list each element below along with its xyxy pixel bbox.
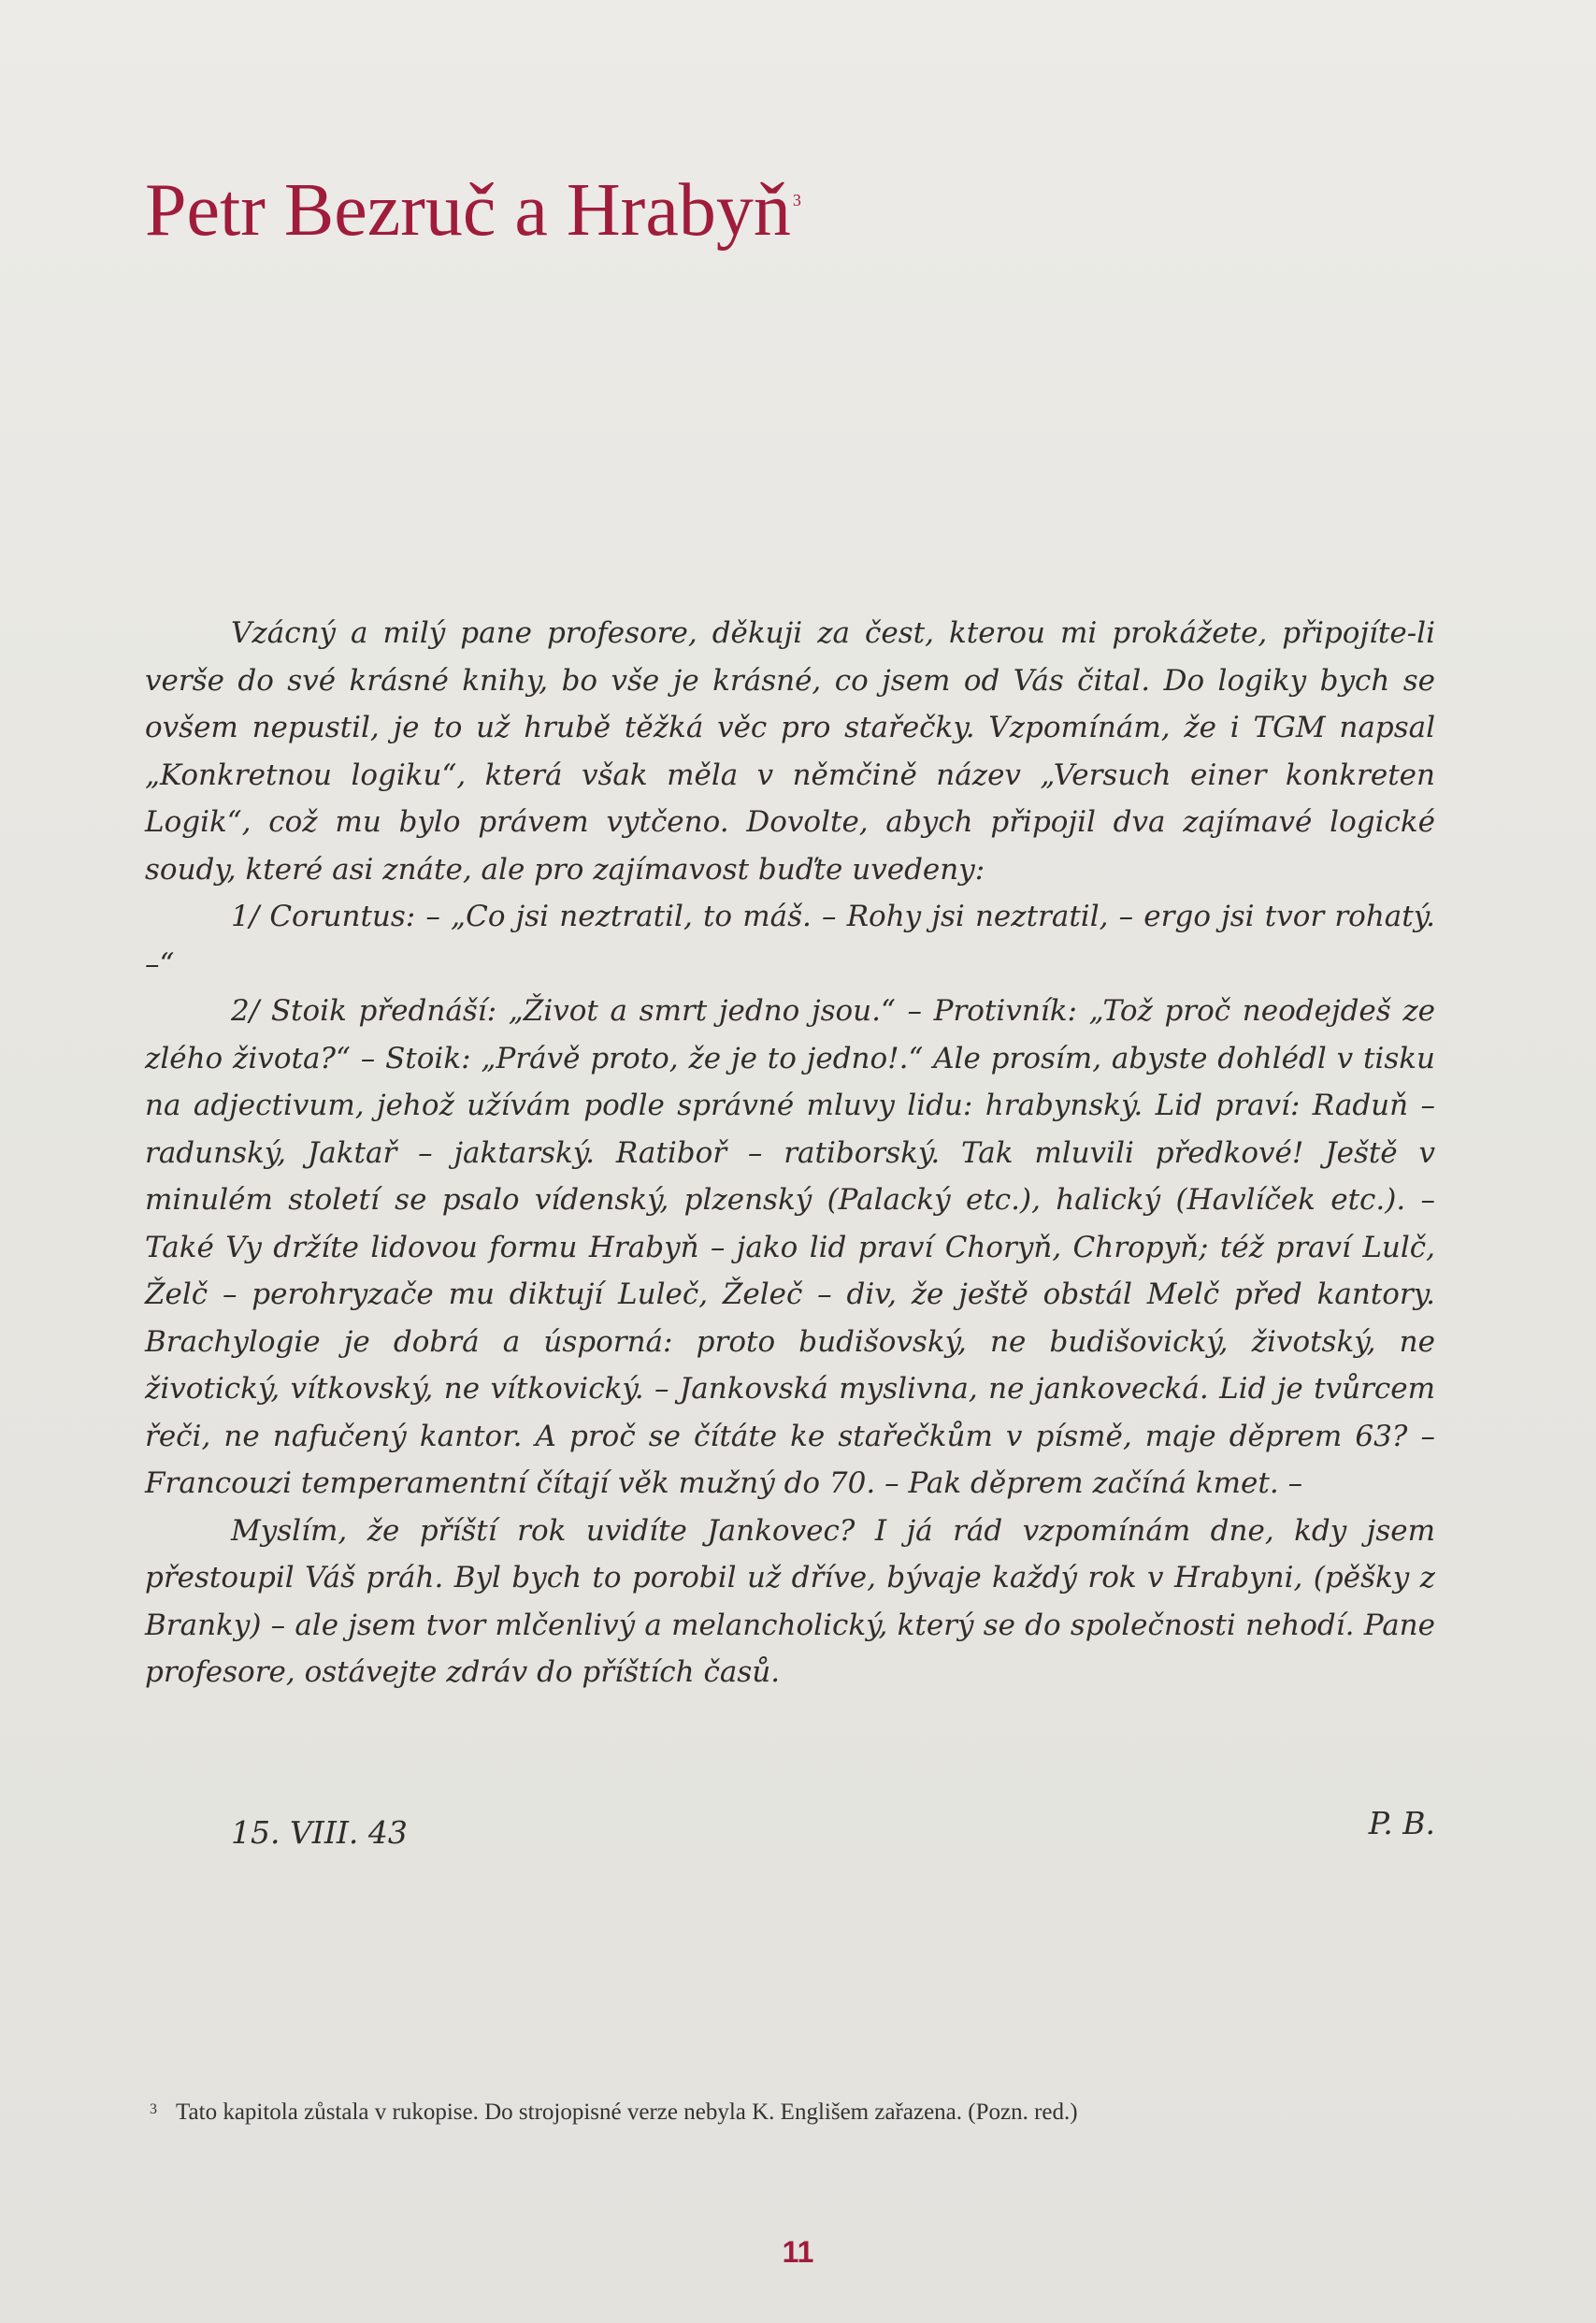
letter-closing — [145, 1805, 1435, 1861]
letter-paragraph: Myslím, že příští rok uvidíte Jankovec? I já rád vzpomínám dne, kdy jsem přestoupil Váš práh. Byl bych to porobil už dříve, bývaje každý rok v Hrabyni, (pěšky z Branky) – ale jsem tvor mlčenlivý a melancholický, který se do společnosti nehodí. Pane profesore, ostávejte zdráv do příštích časů. — [145, 1513, 1435, 1689]
letter-body — [145, 610, 1435, 1696]
footnote — [150, 2099, 1078, 2126]
letter-paragraph: 2/ Stoik přednáší: „Život a smrt jedno jsou.“ – Protivník: „Tož proč neodejdeš ze zlého života?“ – Stoik: „Právě proto, že je to jedno!.“ Ale prosím, abyste dohlédl v tisku na adjectivum, jehož užívám podle správné mluvy lidu: hrabynský. Lid praví: Raduň – radunský, Jaktař – jaktarský. Ratiboř – ratiborský. Tak mluvili předkové! Ještě v minulém století se psalo vídenský, plzenský (Palacký etc.), halický (Havlíček etc.). – Také Vy držíte lidovou formu Hrabyň – jako lid praví Choryň, Chropyň; též praví Lulč, Želč – perohryzače mu diktují Luleč, Želeč – div, že ještě obstál Melč před kantory. Brachylogie je dobrá a úsporná: proto budišovský, ne budišovický, životský, ne životický, vítkovský, ne vítkovický. – Jankovská myslivna, ne jankovecká. Lid je tvůrcem řeči, ne nafučený kantor. A proč se čítáte ke stařečkům v písmě, maje děprem 63? – Francouzi temperamentní čítají věk mužný do 70. – Pak děprem začíná kmet. – — [145, 994, 1435, 1500]
letter-signature: P. B. — [1368, 1805, 1435, 1841]
footnote-text: Tato kapitola zůstala v rukopise. Do strojopisné verze nebyla K. Englišem zařazena. (Pozn. red.) — [176, 2099, 1078, 2125]
letter-paragraph: 1/ Coruntus: – „Co jsi neztratil, to máš. – Rohy jsi neztratil, – ergo jsi tvor rohatý. –“ — [145, 900, 1435, 981]
letter-date: 15. VIII. 43 — [231, 1814, 408, 1851]
chapter-title — [145, 169, 801, 252]
page-number: 11 — [782, 2235, 814, 2269]
letter-paragraph: Vzácný a milý pane profesore, děkuji za čest, kterou mi prokážete, připojíte-li verše do své krásné knihy, bo vše je krásné, co jsem od Vás čital. Do logiky bych se ovšem nepustil, je to už hrubě těžká věc pro stařečky. Vzpomínám, že i TGM napsal „Konkretnou logiku“, která však měla v němčině název „Versuch einer konkreten Logik“, což mu bylo právem vytčeno. Dovolte, abych připojil dva zajímavé logické soudy, které asi znáte, ale pro zajímavost buďte uvedeny: — [145, 616, 1435, 887]
footnote-reference: 3 — [792, 191, 801, 209]
chapter-title-text: Petr Bezruč a Hrabyň — [145, 169, 791, 252]
footnote-mark: 3 — [150, 2101, 157, 2117]
